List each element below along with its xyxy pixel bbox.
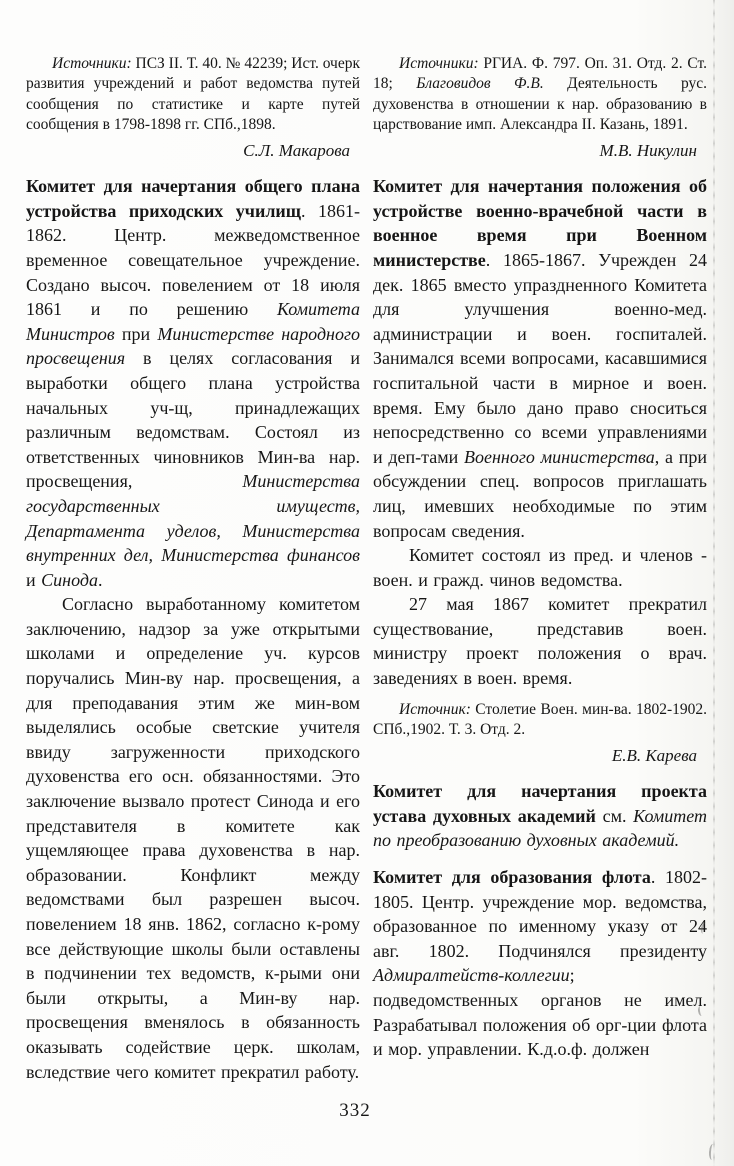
paragraph xyxy=(373,174,707,543)
text-segment: Столетие Воен. мин-ва. 1802-1902. СПб.,1902. Т. 3. Отд. 2. xyxy=(373,700,707,738)
text-segment: Комитет состоял из пред. и членов - воен. и гражд. чинов ведомства. xyxy=(373,545,707,590)
text-segment: ПСЗ II. Т. 40. № 42239; Ист. очерк развития учреждений и работ ведомства путей сообщения по статистике и карте путей сообщения в 1798-1898 гг. СПб.,1898. xyxy=(26,55,360,133)
text-segment: 27 мая 1867 комитет прекратил существование, представив воен. министру проект положения о врач. заведениях в воен. время. xyxy=(373,594,707,689)
paragraph xyxy=(26,592,360,1084)
text-segment: , а при обсуждении спец. вопросов приглашать лиц, имевших необходимые по этим вопросам сведения. xyxy=(373,446,707,541)
source-note xyxy=(373,54,707,135)
author-signature xyxy=(373,140,707,162)
text-segment: Комитета Министров xyxy=(26,299,360,344)
text-segment: Е.В. Карева xyxy=(611,746,697,766)
text-segment: при xyxy=(114,323,158,344)
author-signature xyxy=(373,745,707,767)
paragraph xyxy=(373,543,707,592)
text-segment: Министерства государственных имуществ, Департамента уделов, Министерства внутренних дел, Министерства финансов xyxy=(26,471,360,566)
text-segment: Министерстве народного просвещения xyxy=(26,323,360,369)
text-segment: Комитет для начертания проекта устава духовных академий xyxy=(373,781,707,826)
paragraph xyxy=(26,174,360,592)
text-segment: Благовидов Ф.В. xyxy=(416,75,544,93)
text-segment: Согласно выработанному комитетом заключению, надзор за уже открытыми школами и определение уч. курсов поручались Мин-ву нар. просвещения, а для преподавания этим же мин-вом выделялись особые светские учителя ввиду загруженности приходского духовенства его осн. обязанностями. Это заключение вызвало протест Синода и его представителя в комитете как ущемляющее права духовенства в нар. образовании. Конфликт между ведомствами был разрешен высоч. повелением 18 янв. 1862, согласно к-рому все действующие школы были оставлены в подчинении тех ведомств, к-рыми они были открыты, а Мин-ву нар. просвещения вменялось в обязанность оказывать содействие церк. школам, вследствие чего комитет прекратил работу. xyxy=(26,594,360,1082)
text-segment: Комитет для образования флота xyxy=(373,867,651,888)
author-signature xyxy=(26,140,360,162)
text-segment: Комитет для начертания положения об устройстве военно-врачебной части в военное время при Военном министерстве xyxy=(373,176,707,270)
text-segment: Комитет для начертания общего плана устройства приходских училищ xyxy=(26,176,360,221)
text-segment: С.Л. Макарова xyxy=(243,141,350,161)
text-segment: Комитет по преобразованию духовных академий. xyxy=(373,805,707,851)
source-note xyxy=(26,54,360,135)
paragraph xyxy=(373,779,707,853)
text-segment: . 1802-1805. Центр. учреждение мор. ведомства, образованное по именному указу от 24 авг. 1802. Подчинялся президенту xyxy=(373,867,707,961)
scan-artifact-mark xyxy=(697,1006,704,1017)
text-segment: Источники: xyxy=(399,55,484,72)
text-segment: Источники: xyxy=(52,55,136,72)
text-segment: Военного министерства xyxy=(464,446,655,467)
text-segment: М.В. Никулин xyxy=(599,141,697,161)
paragraph xyxy=(373,865,707,1062)
left-column xyxy=(26,54,360,1084)
text-segment: в целях согласования и выработки общего плана устройства начальных уч-щ, принадлежащих различным ведомствам. Состоял из ответственных чиновников Мин-ва нар. просвещения, xyxy=(26,348,360,492)
text-segment: Деятельность рус. духовенства в отношении к нар. образованию в царствование имп. Александра II. Казань, 1891. xyxy=(373,75,707,133)
source-note xyxy=(373,700,707,741)
text-segment: и xyxy=(26,569,42,590)
text-segment: см. xyxy=(595,805,634,826)
scan-artifact-mark xyxy=(708,1144,716,1160)
text-segment: Источник: xyxy=(399,700,476,718)
text-segment: РГИА. Ф. 797. Оп. 31. Отд. 2. Ст. 18; xyxy=(373,55,707,93)
scan-edge-line xyxy=(713,0,715,1166)
text-segment: Синода xyxy=(41,569,98,590)
paragraph xyxy=(373,592,707,690)
text-segment: . 1865-1867. Учрежден 24 дек. 1865 вместо упраздненного Комитета для улучшения военно-мед. администрации и воен. госпиталей. Занимался всеми вопросами, касавшимися госпитальной части в мирное и воен. время. Ему было дано право сноситься непосредственно со всеми управлениями и деп-тами xyxy=(373,249,707,467)
two-column-text-block xyxy=(26,54,707,1084)
right-column xyxy=(373,54,707,1084)
page-number: 332 xyxy=(339,1100,371,1121)
text-segment: Адмиралтейств-коллегии xyxy=(373,965,570,986)
text-segment: ; подведомственных органов не имел. Разрабатывал положения об орг-ции флота и мор. управлении. К.д.о.ф. должен xyxy=(373,965,707,1060)
text-segment: . xyxy=(97,569,103,590)
text-segment: . 1861-1862. Центр. межведомственное временное совещательное учреждение. Создано высоч. повелением от 18 июля 1861 и по решению xyxy=(26,200,360,320)
